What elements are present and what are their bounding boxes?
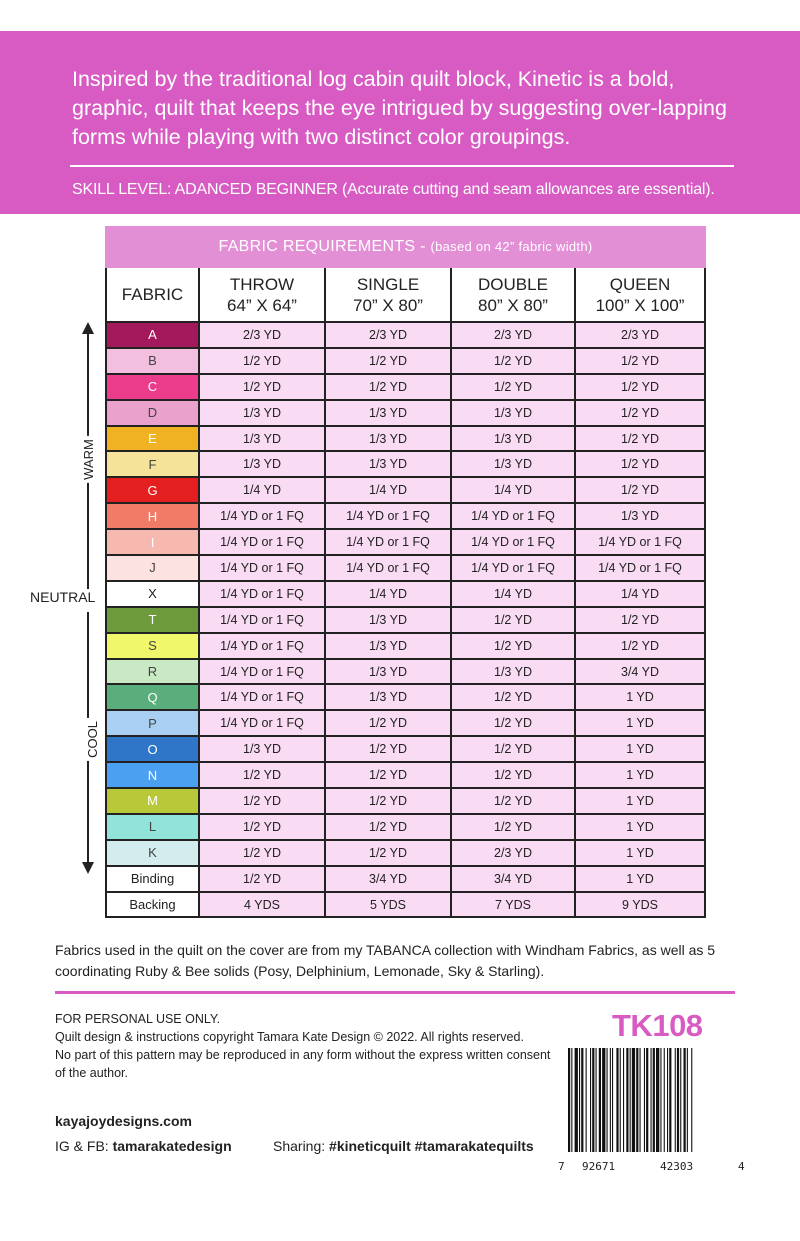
fabric-swatch: H [106, 503, 199, 529]
table-row [106, 322, 705, 348]
table-row [106, 426, 705, 452]
barcode-bar [579, 1048, 580, 1152]
cell-double: 7 YDS [451, 892, 575, 918]
cell-throw: 1/4 YD or 1 FQ [199, 684, 325, 710]
cell-single: 1/2 YD [325, 348, 451, 374]
column-header-throw [199, 267, 325, 322]
cell-throw: 1/3 YD [199, 736, 325, 762]
copyright-line: Quilt design & instructions copyright Tamara Kate Design © 2022. All rights reserved. [55, 1030, 524, 1044]
table-row [106, 477, 705, 503]
barcode-icon [566, 1048, 734, 1156]
table-row [106, 866, 705, 892]
barcode-bar [669, 1048, 671, 1152]
cell-double: 1/4 YD or 1 FQ [451, 503, 575, 529]
table-row [106, 633, 705, 659]
barcode-bar [691, 1048, 692, 1152]
cell-throw: 1/3 YD [199, 451, 325, 477]
fabric-swatch: P [106, 710, 199, 736]
column-header-fabric [106, 267, 199, 322]
cell-double: 1/3 YD [451, 659, 575, 685]
barcode-bar [656, 1048, 659, 1152]
cell-single: 1/2 YD [325, 762, 451, 788]
cell-double: 1/4 YD [451, 477, 575, 503]
cell-single: 1/3 YD [325, 451, 451, 477]
cell-double: 3/4 YD [451, 866, 575, 892]
fabric-requirements-table [105, 226, 706, 918]
cell-double: 1/2 YD [451, 736, 575, 762]
sharing-hashtags [273, 1138, 534, 1154]
barcode-bar [607, 1048, 608, 1152]
cell-queen: 3/4 YD [575, 659, 705, 685]
cell-single: 1/4 YD or 1 FQ [325, 503, 451, 529]
barcode-bar [599, 1048, 601, 1152]
cell-single: 1/4 YD or 1 FQ [325, 529, 451, 555]
cell-throw: 1/2 YD [199, 374, 325, 400]
fabric-swatch: M [106, 788, 199, 814]
barcode-bar [581, 1048, 583, 1152]
cell-single: 1/2 YD [325, 788, 451, 814]
cell-queen: 1 YD [575, 710, 705, 736]
cell-single: 1/3 YD [325, 633, 451, 659]
fabric-swatch: C [106, 374, 199, 400]
cell-single: 1/2 YD [325, 840, 451, 866]
barcode-bar [660, 1048, 661, 1152]
cell-double: 2/3 YD [451, 322, 575, 348]
barcode-bar [610, 1048, 611, 1152]
fabric-swatch: R [106, 659, 199, 685]
fabric-swatch: X [106, 581, 199, 607]
intro-banner [0, 31, 800, 214]
cell-double: 1/4 YD [451, 581, 575, 607]
barcode-bar [644, 1048, 645, 1152]
barcode-bar [592, 1048, 594, 1152]
table-row [106, 736, 705, 762]
column-size: 100” X 100” [595, 295, 685, 315]
table-row [106, 451, 705, 477]
cell-throw: 1/2 YD [199, 866, 325, 892]
table-row [106, 840, 705, 866]
fabric-swatch: G [106, 477, 199, 503]
column-header-single [325, 267, 451, 322]
column-header-double [451, 267, 575, 322]
cell-queen: 1 YD [575, 762, 705, 788]
barcode-bar [636, 1048, 638, 1152]
legal-notice [55, 1010, 555, 1082]
intro-text: Inspired by the traditional log cabin quilt block, Kinetic is a bold, graphic, quilt that keeps the eye intrigued by suggesting over-lapping forms while playing with two distinct color groupings. [72, 67, 727, 149]
cell-throw: 1/4 YD or 1 FQ [199, 633, 325, 659]
cell-single: 1/3 YD [325, 659, 451, 685]
fabric-swatch: J [106, 555, 199, 581]
cell-queen: 1 YD [575, 736, 705, 762]
table-title-row [106, 227, 705, 267]
cell-throw: 1/4 YD or 1 FQ [199, 503, 325, 529]
cell-queen: 1 YD [575, 684, 705, 710]
fabric-swatch: L [106, 814, 199, 840]
table-row [106, 374, 705, 400]
cell-throw: 4 YDS [199, 892, 325, 918]
fabric-swatch: Backing [106, 892, 199, 918]
social-handle [55, 1138, 232, 1154]
table-header-row [106, 267, 705, 322]
cell-queen: 1/2 YD [575, 477, 705, 503]
barcode-bar [626, 1048, 628, 1152]
cell-double: 2/3 YD [451, 840, 575, 866]
barcode-last-digit: 4 [738, 1160, 745, 1173]
table-row [106, 348, 705, 374]
cell-queen: 1/3 YD [575, 503, 705, 529]
cell-throw: 1/4 YD or 1 FQ [199, 607, 325, 633]
cell-double: 1/2 YD [451, 684, 575, 710]
banner-divider [70, 165, 734, 167]
cell-queen: 9 YDS [575, 892, 705, 918]
cell-queen: 1 YD [575, 814, 705, 840]
cell-single: 1/2 YD [325, 736, 451, 762]
cell-single: 1/2 YD [325, 374, 451, 400]
cell-double: 1/4 YD or 1 FQ [451, 529, 575, 555]
barcode-bar [630, 1048, 631, 1152]
cell-throw: 2/3 YD [199, 322, 325, 348]
column-size: 70” X 80” [353, 295, 423, 315]
cell-throw: 1/3 YD [199, 400, 325, 426]
cell-double: 1/2 YD [451, 710, 575, 736]
cell-single: 1/4 YD or 1 FQ [325, 555, 451, 581]
fabric-swatch: T [106, 607, 199, 633]
sharing-tags: #kineticquilt #tamarakatequilts [329, 1138, 534, 1154]
cell-double: 1/3 YD [451, 451, 575, 477]
cell-single: 2/3 YD [325, 322, 451, 348]
table-title [106, 227, 705, 267]
table-row [106, 555, 705, 581]
cell-queen: 1/2 YD [575, 426, 705, 452]
fabric-swatch: B [106, 348, 199, 374]
barcode-bar [632, 1048, 635, 1152]
warm-label: WARM [79, 436, 98, 483]
sharing-label: Sharing: [273, 1138, 330, 1154]
fabric-swatch: D [106, 400, 199, 426]
cell-double: 1/2 YD [451, 788, 575, 814]
personal-use-line: FOR PERSONAL USE ONLY. [55, 1012, 221, 1026]
social-handle-name: tamarakatedesign [112, 1138, 232, 1154]
cell-single: 5 YDS [325, 892, 451, 918]
fabric-swatch: K [106, 840, 199, 866]
cell-queen: 1 YD [575, 840, 705, 866]
cell-single: 1/2 YD [325, 710, 451, 736]
cell-double: 1/2 YD [451, 814, 575, 840]
column-label: THROW [229, 274, 295, 294]
cell-throw: 1/3 YD [199, 426, 325, 452]
table-row [106, 814, 705, 840]
cell-throw: 1/4 YD or 1 FQ [199, 555, 325, 581]
column-label: FABRIC [121, 285, 184, 304]
cell-double: 1/4 YD or 1 FQ [451, 555, 575, 581]
cell-double: 1/2 YD [451, 348, 575, 374]
cell-queen: 1/2 YD [575, 607, 705, 633]
cell-double: 1/3 YD [451, 426, 575, 452]
column-label: SINGLE [356, 274, 420, 294]
barcode-bar [575, 1048, 578, 1152]
barcode-bar [602, 1048, 605, 1152]
barcode-bar [586, 1048, 587, 1152]
table-row [106, 788, 705, 814]
column-size: 64” X 64” [227, 295, 297, 315]
table-row [106, 529, 705, 555]
cell-single: 1/2 YD [325, 814, 451, 840]
reproduction-line: No part of this pattern may be reproduced in any form without the express written consent of the author. [55, 1048, 551, 1080]
neutral-label: NEUTRAL [30, 589, 96, 605]
fabric-swatch: A [106, 322, 199, 348]
fabrics-note: Fabrics used in the quilt on the cover are from my TABANCA collection with Windham Fabrics, as well as 5 coordinating Ruby & Bee solids (Posy, Delphinium, Lemonade, Sky & Starling). [55, 942, 716, 979]
barcode-bar [623, 1048, 624, 1152]
barcode-bar [667, 1048, 668, 1152]
cell-double: 1/2 YD [451, 607, 575, 633]
cell-single: 1/3 YD [325, 400, 451, 426]
barcode-bar [646, 1048, 648, 1152]
cell-single: 1/4 YD [325, 477, 451, 503]
barcode-bar [640, 1048, 641, 1152]
barcode-bar [653, 1048, 655, 1152]
cell-queen: 1/2 YD [575, 633, 705, 659]
cell-double: 1/3 YD [451, 400, 575, 426]
barcode-first-digit: 7 [558, 1160, 565, 1173]
cell-queen: 1/4 YD or 1 FQ [575, 555, 705, 581]
barcode-bar [568, 1048, 570, 1152]
cell-queen: 1/4 YD [575, 581, 705, 607]
cell-single: 1/4 YD [325, 581, 451, 607]
fabric-swatch: Q [106, 684, 199, 710]
table-row [106, 659, 705, 685]
arrow-down-icon [82, 862, 94, 874]
table-row [106, 400, 705, 426]
barcode-bar [590, 1048, 591, 1152]
fabric-swatch: F [106, 451, 199, 477]
cell-queen: 1/2 YD [575, 348, 705, 374]
table-row [106, 607, 705, 633]
column-label: QUEEN [609, 274, 671, 294]
cell-throw: 1/2 YD [199, 788, 325, 814]
barcode-bar [677, 1048, 679, 1152]
cell-queen: 1/2 YD [575, 400, 705, 426]
barcode-bar [616, 1048, 618, 1152]
cell-throw: 1/2 YD [199, 762, 325, 788]
barcode-bar [684, 1048, 686, 1152]
fabric-swatch: Binding [106, 866, 199, 892]
barcode-bar [571, 1048, 572, 1152]
cell-throw: 1/4 YD [199, 477, 325, 503]
barcode-left-digits: 92671 [582, 1160, 616, 1173]
table-row [106, 762, 705, 788]
cell-queen: 1 YD [575, 866, 705, 892]
cell-single: 1/3 YD [325, 426, 451, 452]
cell-double: 1/2 YD [451, 762, 575, 788]
barcode-bar [620, 1048, 621, 1152]
barcode-bar [687, 1048, 688, 1152]
cell-queen: 1/2 YD [575, 374, 705, 400]
cell-throw: 1/2 YD [199, 348, 325, 374]
barcode-right-digits: 42303 [660, 1160, 694, 1173]
barcode-bar [651, 1048, 652, 1152]
cell-double: 1/2 YD [451, 633, 575, 659]
website-link[interactable]: kayajoydesigns.com [55, 1113, 192, 1129]
barcode-bar [612, 1048, 613, 1152]
cool-label: COOL [83, 718, 102, 761]
barcode-bar [596, 1048, 597, 1152]
table-row [106, 503, 705, 529]
barcode-bar [664, 1048, 665, 1152]
cell-throw: 1/4 YD or 1 FQ [199, 659, 325, 685]
cell-queen: 1 YD [575, 788, 705, 814]
cell-double: 1/2 YD [451, 374, 575, 400]
cell-throw: 1/4 YD or 1 FQ [199, 710, 325, 736]
table-title-text: FABRIC REQUIREMENTS - [218, 238, 431, 255]
social-label: IG & FB: [55, 1138, 113, 1154]
cell-queen: 1/2 YD [575, 451, 705, 477]
fabric-swatch: N [106, 762, 199, 788]
cell-throw: 1/2 YD [199, 840, 325, 866]
fabric-swatch: I [106, 529, 199, 555]
table-title-note: (based on 42” fabric width) [430, 239, 593, 254]
cell-throw: 1/4 YD or 1 FQ [199, 529, 325, 555]
column-header-queen [575, 267, 705, 322]
column-label: DOUBLE [478, 274, 548, 294]
table-row [106, 684, 705, 710]
column-size: 80” X 80” [478, 295, 548, 315]
table-row [106, 892, 705, 918]
skill-level: SKILL LEVEL: ADANCED BEGINNER (Accurate cutting and seam allowances are essential). [72, 181, 715, 198]
arrow-up-icon [82, 322, 94, 334]
cell-throw: 1/2 YD [199, 814, 325, 840]
table-row [106, 581, 705, 607]
footer-divider [55, 991, 735, 994]
cell-throw: 1/4 YD or 1 FQ [199, 581, 325, 607]
cell-queen: 1/4 YD or 1 FQ [575, 529, 705, 555]
fabric-swatch: S [106, 633, 199, 659]
table-row [106, 710, 705, 736]
fabric-swatch: O [106, 736, 199, 762]
cell-queen: 2/3 YD [575, 322, 705, 348]
cell-single: 1/3 YD [325, 607, 451, 633]
pattern-code: TK108 [612, 1008, 703, 1043]
barcode-bar [675, 1048, 676, 1152]
cell-single: 1/3 YD [325, 684, 451, 710]
cell-single: 3/4 YD [325, 866, 451, 892]
fabric-swatch: E [106, 426, 199, 452]
barcode-bar [680, 1048, 681, 1152]
